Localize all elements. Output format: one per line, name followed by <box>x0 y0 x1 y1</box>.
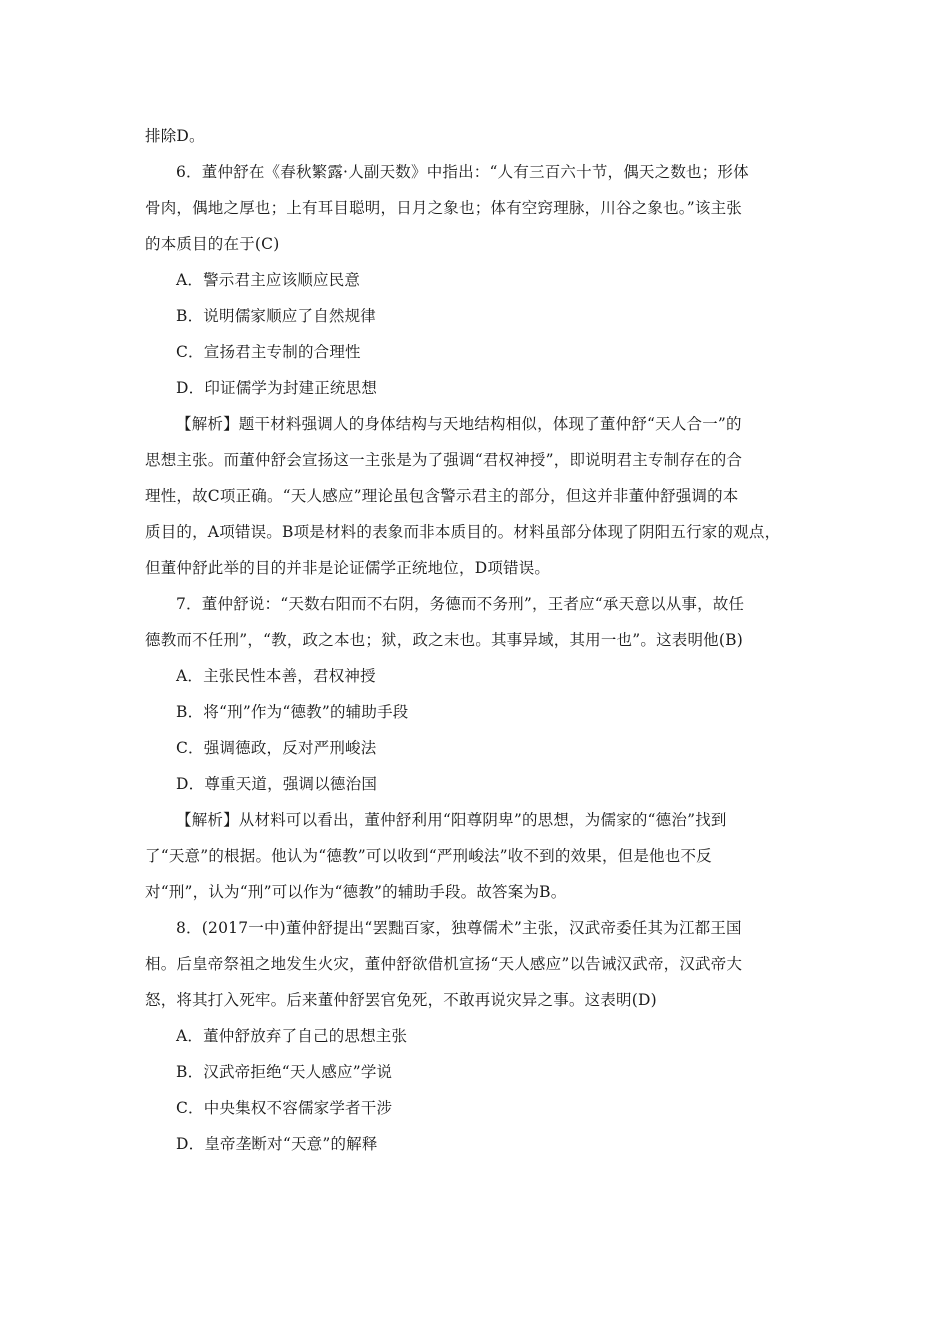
option-d: D．皇帝垄断对“天意”的解释 <box>176 1135 378 1153</box>
analysis-7: 【解析】从材料可以看出，董仲舒利用“阳尊阴卑”的思想，为儒家的“德治”找到 <box>176 811 727 829</box>
document-page <box>145 118 810 1162</box>
option-a: A．董仲舒放弃了自己的思想主张 <box>176 1027 408 1045</box>
option-b: B．说明儒家顺应了自然规律 <box>176 307 376 325</box>
question-6-stem: 6．董仲舒在《春秋繁露·人副天数》中指出：“人有三百六十节，偶天之数也；形体 <box>176 163 749 181</box>
text-line: 排除D。 <box>145 127 205 145</box>
analysis-6: 【解析】题干材料强调人的身体结构与天地结构相似，体现了董仲舒“天人合一”的 <box>176 415 742 433</box>
text-line: 思想主张。而董仲舒会宣扬这一主张是为了强调“君权神授”，即说明君主专制存在的合 <box>145 451 743 469</box>
text-line: 德教而不任刑”，“教，政之本也；狱，政之末也。其事异域，其用一也”。这表明他(B) <box>145 631 743 649</box>
option-b: B．将“刑”作为“德教”的辅助手段 <box>176 703 409 721</box>
option-a: A．主张民性本善，君权神授 <box>176 667 376 685</box>
text-line: 对“刑”，认为“刑”可以作为“德教”的辅助手段。故答案为B。 <box>145 883 567 901</box>
question-7-stem: 7．董仲舒说：“天数右阳而不右阴，务德而不务刑”，王者应“承天意以从事，故任 <box>176 595 745 613</box>
option-c: C．宣扬君主专制的合理性 <box>176 343 361 361</box>
question-8-stem: 8．(2017一中)董仲舒提出“罢黜百家，独尊儒术”主张，汉武帝委任其为江都王国 <box>176 919 742 937</box>
text-line: 怒，将其打入死牢。后来董仲舒罢官免死，不敢再说灾异之事。这表明(D) <box>145 991 657 1009</box>
text-line: 相。后皇帝祭祖之地发生火灾，董仲舒欲借机宣扬“天人感应”以告诫汉武帝，汉武帝大 <box>145 955 743 973</box>
option-a: A．警示君主应该顺应民意 <box>176 271 361 289</box>
text-line: 理性，故C项正确。“天人感应”理论虽包含警示君主的部分，但这并非董仲舒强调的本 <box>145 487 739 505</box>
option-d: D．印证儒学为封建正统思想 <box>176 379 378 397</box>
option-d: D．尊重天道，强调以德治国 <box>176 775 378 793</box>
text-line: 骨肉，偶地之厚也；上有耳目聪明，日月之象也；体有空窍理脉，川谷之象也。”该主张 <box>145 199 742 217</box>
text-line: 质目的，A项错误。B项是材料的表象而非本质目的。材料虽部分体现了阴阳五行家的观点， <box>145 523 781 541</box>
text-line: 了“天意”的根据。他认为“德教”可以收到“严刑峻法”收不到的效果，但是他也不反 <box>145 847 712 865</box>
option-b: B．汉武帝拒绝“天人感应”学说 <box>176 1063 393 1081</box>
text-line: 但董仲舒此举的目的并非是论证儒学正统地位，D项错误。 <box>145 559 551 577</box>
option-c: C．中央集权不容儒家学者干涉 <box>176 1099 393 1117</box>
option-c: C．强调德政，反对严刑峻法 <box>176 739 377 757</box>
text-line: 的本质目的在于(C) <box>145 235 280 253</box>
